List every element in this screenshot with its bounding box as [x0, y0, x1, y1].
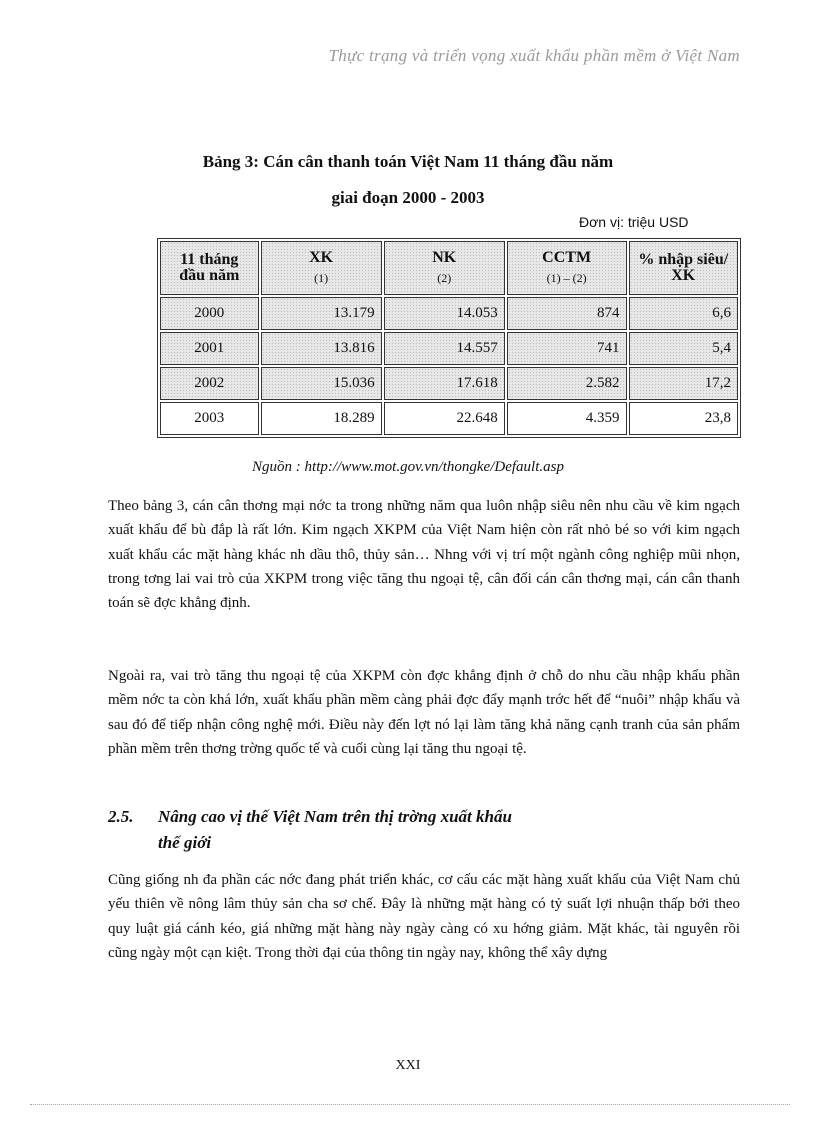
table-row: [160, 402, 738, 435]
cell-nk: 22.648: [384, 402, 505, 435]
page-number: XXI: [395, 1058, 421, 1073]
cell-cctm: 874: [507, 297, 627, 330]
footer-divider: [30, 1104, 790, 1105]
table-unit: Đơn vị: triệu USD: [579, 214, 689, 230]
table-subtitle: giai đoạn 2000 - 2003: [331, 188, 485, 207]
cell-pct: 6,6: [629, 297, 739, 330]
cell-nk: 17.618: [384, 367, 505, 400]
cell-cctm: 2.582: [507, 367, 627, 400]
cell-nk: 14.557: [384, 332, 505, 365]
cell-xk: 13.816: [261, 332, 382, 365]
running-header: Thực trạng và triển vọng xuất khẩu phần mềm ở Việt Nam: [328, 46, 740, 65]
cell-year: 2002: [160, 367, 259, 400]
paragraph-1: Theo bảng 3, cán cân thơng mại nớc ta trong những năm qua luôn nhập siêu nên nhu cầu về kim ngạch xuất khẩu để bù đắp là rất lớn. Kim ngạch XKPM của Việt Nam hiện còn rất nhỏ bé so với kim ngạch xuất khẩu các mặt hàng khác nh dầu thô, thủy sản… Nhng với vị trí một ngành công nghiệp mũi nhọn, trong tơng lai vai trò của XKPM trong việc tăng thu ngoại tệ, cân đối cán cân thơng mại, cán cân thanh toán sẽ đợc khẳng định.: [108, 498, 740, 612]
table-row: [160, 332, 738, 365]
cell-xk: 15.036: [261, 367, 382, 400]
paragraph-3: Cũng giống nh đa phần các nớc đang phát triển khác, cơ cấu các mặt hàng xuất khẩu của Việt Nam chủ yếu thiên về nông lâm thủy sản cha sơ chế. Đây là những mặt hàng có tỷ suất lợi nhuận thấp bởi theo quy luật giá cánh kéo, giá những mặt hàng này ngày càng có xu hớng giảm. Mặt khác, tài nguyên rồi cũng ngày một cạn kiệt. Trong thời đại của thông tin ngày nay, không thể xây dựng: [108, 872, 740, 961]
cell-year: 2000: [160, 297, 259, 330]
table-title: Bảng 3: Cán cân thanh toán Việt Nam 11 tháng đầu năm: [202, 152, 614, 171]
header-cell-xk: XK (1): [261, 241, 382, 295]
table-header-row: [160, 241, 738, 295]
cell-pct: 17,2: [629, 367, 739, 400]
header-cell-period: 11 tháng đầu năm: [160, 241, 259, 295]
cell-xk: 13.179: [261, 297, 382, 330]
cell-pct: 23,8: [629, 402, 739, 435]
cell-year: 2003: [160, 402, 259, 435]
cell-cctm: 4.359: [507, 402, 627, 435]
cell-xk: 18.289: [261, 402, 382, 435]
table-source: Nguồn : http://www.mot.gov.vn/thongke/Default.asp: [252, 459, 564, 475]
header-cell-nk: NK (2): [384, 241, 505, 295]
cell-year: 2001: [160, 332, 259, 365]
section-number: 2.5.: [108, 807, 134, 826]
paragraph-2: Ngoài ra, vai trò tăng thu ngoại tệ của XKPM còn đợc khẳng định ở chỗ do nhu cầu nhập khẩu phần mềm nớc ta còn khá lớn, xuất khẩu phần mềm càng phải đợc đẩy mạnh trớc hết để “nuôi” nhập khẩu và sau đó để tiếp nhận công nghệ mới. Điều này đến lợt nó lại làm tăng khả năng cạnh tranh của sản phẩm phần mềm trên thơng trờng quốc tế và cuối cùng lại tăng thu ngoại tệ.: [108, 668, 740, 757]
cell-cctm: 741: [507, 332, 627, 365]
section-title-line1: Nâng cao vị thế Việt Nam trên thị trờng xuất khẩu: [158, 807, 512, 826]
section-heading: [108, 804, 740, 856]
balance-table: [157, 238, 741, 438]
header-cell-cctm: CCTM (1) – (2): [507, 241, 627, 295]
cell-nk: 14.053: [384, 297, 505, 330]
table-row: [160, 367, 738, 400]
table-row: [160, 297, 738, 330]
header-cell-pct: % nhập siêu/ XK: [629, 241, 739, 295]
section-title-line2: thế giới: [158, 833, 212, 852]
cell-pct: 5,4: [629, 332, 739, 365]
